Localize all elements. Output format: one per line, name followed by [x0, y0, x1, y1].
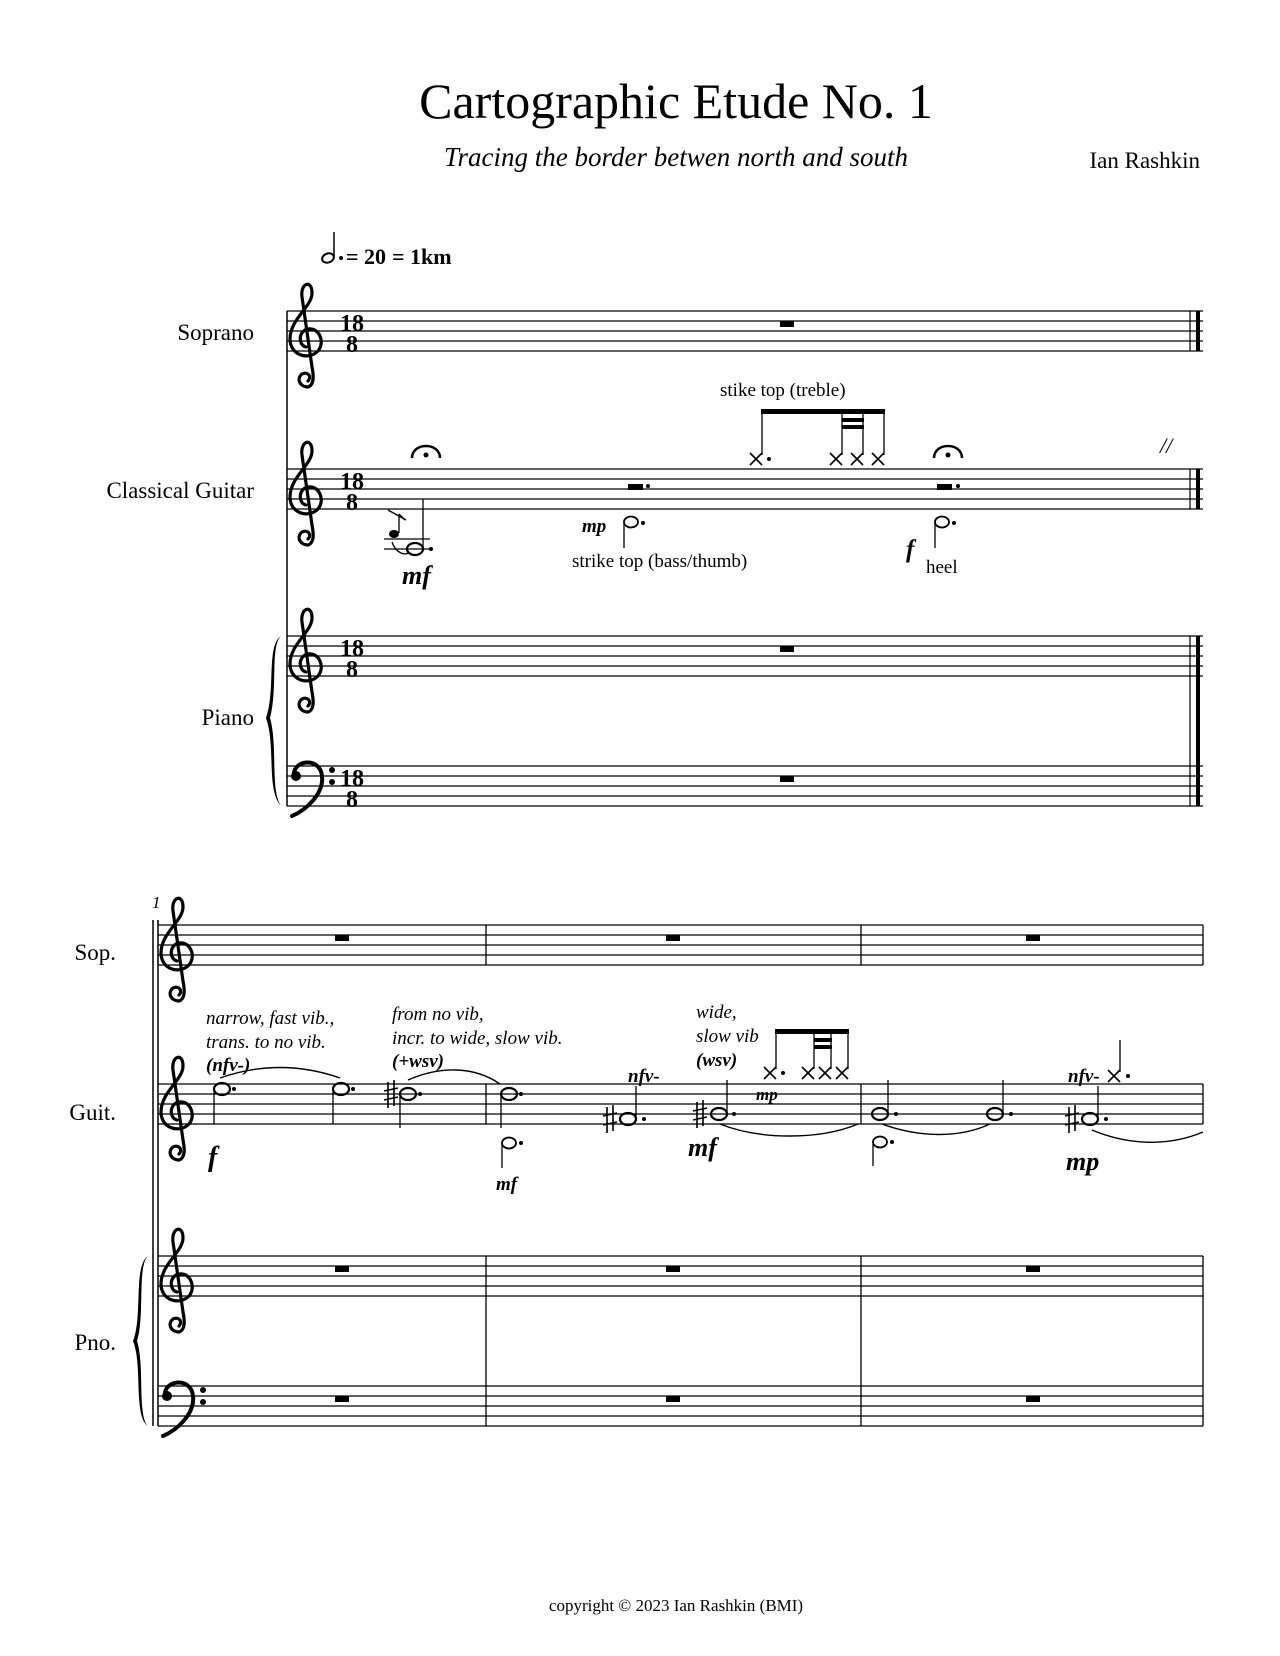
svg-text:8: 8 — [346, 332, 358, 358]
vib-instruction-2a: from no vib, — [392, 1004, 484, 1025]
whole-rest — [666, 935, 680, 941]
copyright-notice: copyright © 2023 Ian Rashkin (BMI) — [548, 1596, 804, 1615]
treble-clef-icon — [290, 442, 321, 545]
vib-abbr-2: (+wsv) — [392, 1051, 444, 1072]
open-note — [624, 517, 645, 549]
soprano-staff — [74, 898, 1203, 1001]
piano-label: Piano — [201, 705, 254, 730]
grace-note-figure — [384, 499, 433, 555]
strike-top-treble-text: stike top (treble) — [720, 380, 846, 401]
vib-instruction-3a: wide, — [696, 1002, 737, 1023]
open-note — [502, 1138, 523, 1169]
whole-rest — [335, 1266, 349, 1272]
system-2 — [69, 893, 1203, 1436]
guitar-staff — [69, 1002, 1203, 1195]
dynamic-f: f — [208, 1142, 218, 1173]
caesura-icon: // — [1160, 433, 1173, 458]
piece-subtitle: Tracing the border betwen north and south — [444, 142, 908, 172]
composer-name: Ian Rashkin — [1089, 148, 1200, 173]
vib-instruction-1a: narrow, fast vib., — [206, 1008, 335, 1029]
half-rest — [937, 484, 952, 490]
whole-rest — [666, 1396, 680, 1402]
svg-text:18: 18 — [340, 469, 364, 495]
whole-rest — [1026, 935, 1040, 941]
nfv-marking: nfv- — [1068, 1066, 1100, 1087]
dynamic-mp: mp — [1066, 1147, 1100, 1176]
bass-clef-icon — [291, 762, 335, 816]
brace-icon — [266, 636, 281, 806]
open-note — [935, 517, 956, 549]
dynamic-mp: mp — [756, 1085, 778, 1104]
sharp-icon — [603, 1105, 617, 1133]
dynamic-mf: mf — [496, 1174, 518, 1195]
fermata-icon — [412, 446, 440, 458]
dynamic-mp: mp — [582, 516, 607, 537]
soprano-label: Sop. — [74, 940, 116, 965]
bass-clef-icon — [162, 1382, 206, 1436]
svg-text:8: 8 — [346, 657, 358, 683]
tie-icon — [882, 1124, 990, 1135]
guitar-label: Guit. — [69, 1100, 116, 1125]
brace-icon — [133, 1256, 148, 1426]
piano-grand-staff — [202, 609, 1203, 816]
half-rest — [628, 484, 643, 490]
dynamic-mf: mf — [402, 561, 431, 590]
svg-text:8: 8 — [346, 490, 358, 516]
treble-clef-icon — [161, 1057, 192, 1160]
whole-rest — [335, 1396, 349, 1402]
nfv-marking: nfv- — [628, 1066, 660, 1087]
treble-clef-icon — [290, 284, 321, 387]
treble-clef-icon — [290, 609, 321, 712]
dynamic-mf: mf — [688, 1133, 717, 1162]
x-note-group — [764, 1029, 849, 1079]
svg-text:=: = — [392, 244, 405, 269]
vib-instruction-1b: trans. to no vib. — [206, 1032, 326, 1053]
whole-rest — [780, 776, 794, 782]
tie-icon — [408, 1070, 500, 1084]
piano-label: Pno. — [74, 1330, 116, 1355]
svg-text:18: 18 — [340, 636, 364, 662]
whole-rest — [1026, 1396, 1040, 1402]
whole-rest — [780, 321, 794, 327]
strike-top-bass-text: strike top (bass/thumb) — [572, 551, 748, 572]
tempo-value: 20 — [364, 244, 386, 269]
svg-text:=: = — [346, 244, 359, 269]
heel-text: heel — [926, 557, 958, 578]
piano-grand-staff — [74, 1229, 1203, 1436]
vib-instruction-2b: incr. to wide, slow vib. — [392, 1028, 563, 1049]
system-1 — [106, 232, 1203, 816]
treble-clef-icon — [161, 898, 192, 1001]
whole-rest — [335, 935, 349, 941]
svg-text:8: 8 — [346, 787, 358, 813]
tempo-unit: 1km — [410, 244, 452, 269]
vib-instruction-3b: slow vib — [696, 1026, 759, 1047]
tie-icon — [720, 1124, 858, 1136]
whole-rest — [666, 1266, 680, 1272]
soprano-staff — [177, 284, 1203, 387]
note-f-sharp4 — [1082, 1086, 1108, 1125]
x-note-group — [720, 380, 885, 465]
note-f-sharp4 — [620, 1086, 646, 1125]
whole-rest — [1026, 1266, 1040, 1272]
guitar-label: Classical Guitar — [106, 478, 254, 503]
tempo-marking — [321, 232, 452, 269]
vib-abbr-1: (nfv-) — [206, 1055, 251, 1076]
tie-icon — [1092, 1130, 1203, 1142]
fermata-icon — [934, 446, 962, 458]
treble-clef-icon — [161, 1229, 192, 1332]
open-note — [873, 1137, 894, 1167]
vib-abbr-3: (wsv) — [696, 1050, 738, 1071]
whole-rest — [780, 646, 794, 652]
svg-text:18: 18 — [340, 766, 364, 792]
guitar-staff — [106, 380, 1203, 590]
dynamic-f: f — [906, 536, 915, 563]
measure-number: 1 — [152, 893, 161, 912]
soprano-label: Soprano — [177, 320, 254, 345]
piece-title: Cartographic Etude No. 1 — [419, 73, 933, 129]
x-note — [1108, 1040, 1130, 1082]
svg-text:18: 18 — [340, 311, 364, 337]
sharp-icon — [1065, 1105, 1079, 1133]
